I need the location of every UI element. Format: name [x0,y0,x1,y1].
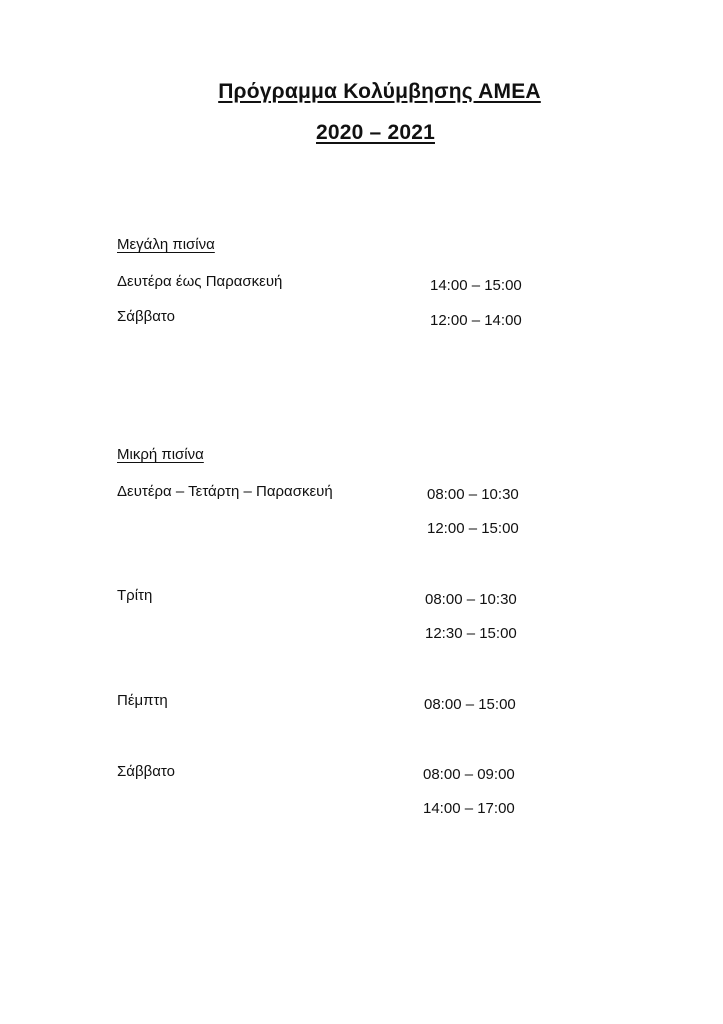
season-years: 2020 – 2021 [316,121,435,144]
small-pool-day-saturday: Σάββατο [117,763,175,780]
small-pool-time-mon-wed-fri-1: 08:00 – 10:30 [427,486,519,503]
small-pool-day-mon-wed-fri: Δευτέρα – Τετάρτη – Παρασκευή [117,483,333,500]
small-pool-time-tuesday-2: 12:30 – 15:00 [425,625,517,642]
large-pool-time-weekdays: 14:00 – 15:00 [430,277,522,294]
small-pool-heading: Μικρή πισίνα [117,446,204,463]
small-pool-time-thursday: 08:00 – 15:00 [424,696,516,713]
small-pool-time-tuesday-1: 08:00 – 10:30 [425,591,517,608]
page-title: Πρόγραμμα Κολύμβησης ΑΜΕΑ [218,80,541,103]
large-pool-day-saturday: Σάββατο [117,308,175,325]
large-pool-day-weekdays: Δευτέρα έως Παρασκευή [117,273,283,290]
small-pool-time-saturday-1: 08:00 – 09:00 [423,766,515,783]
small-pool-day-tuesday: Τρίτη [117,587,153,604]
large-pool-time-saturday: 12:00 – 14:00 [430,312,522,329]
small-pool-time-saturday-2: 14:00 – 17:00 [423,800,515,817]
small-pool-day-thursday: Πέμπτη [117,692,168,709]
small-pool-time-mon-wed-fri-2: 12:00 – 15:00 [427,520,519,537]
large-pool-heading: Μεγάλη πισίνα [117,236,215,253]
